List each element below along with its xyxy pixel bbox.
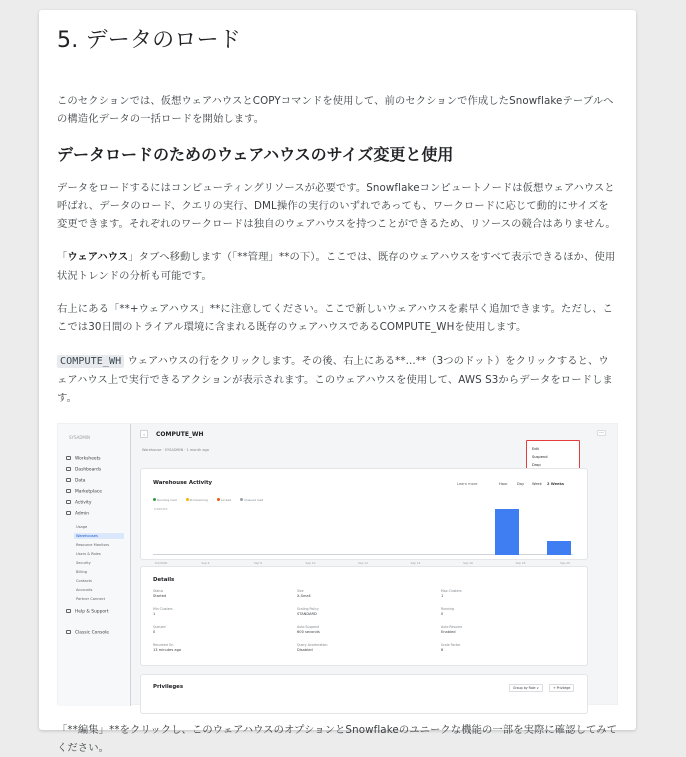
admin-users-roles: Users & Roles [76, 551, 101, 556]
more-actions-icon: ··· [597, 430, 606, 436]
dashboards-icon [66, 467, 71, 471]
page-title: 5. データのロード [57, 28, 241, 53]
marketplace-icon [66, 489, 71, 493]
warehouse-meta: Warehouse · SYSADMIN · 1 month ago [142, 447, 209, 452]
nav-admin: Admin [66, 511, 89, 518]
chart-x-tick: Sep 12 [358, 560, 368, 565]
nav-dashboards: Dashboards [66, 467, 101, 474]
legend-dot-locked [217, 498, 220, 501]
admin-contacts: Contacts [76, 578, 92, 583]
detail-value: 0 [153, 629, 156, 634]
chart-x-tick: Sep 16 [463, 560, 473, 565]
detail-value: 600 seconds [297, 629, 320, 634]
detail-label: Min Clusters [153, 606, 173, 611]
detail-value: Disabled [297, 647, 313, 652]
data-icon [66, 478, 71, 482]
range-hour: Hour [499, 481, 508, 486]
activity-icon [66, 500, 71, 504]
detail-value: X-Small [297, 593, 311, 598]
admin-warehouses: Warehouses [74, 533, 124, 539]
range-week: Week [532, 481, 542, 486]
nav-data: Data [66, 478, 85, 485]
detail-label: Scale Factor [441, 642, 461, 647]
detail-label: Queued [153, 624, 166, 629]
chart-x-tick: 0.0/0000 [154, 560, 168, 565]
edit-paragraph: 「**編集」**をクリックし、このウェアハウスのオプションとSnowflakeのユニークな機能の一部を実際に確認してみてください。 [57, 723, 618, 754]
screenshot-main [138, 424, 612, 706]
detail-label: Resumed On [153, 642, 174, 647]
section-subheading: データロードのためのウェアハウスのサイズ変更と使用 [57, 144, 454, 164]
account-selector: SYSADMIN [69, 434, 91, 440]
range-day: Day [517, 481, 525, 486]
legend-running: Running load [153, 498, 181, 502]
add-warehouse-paragraph: 右上にある「**+ウェアハウス」**に注意してください。ここで新しいウェアハウスを素早く追加できます。ただし、ここでは30日間のトライアル環境に含まれる既存のウェアハウスであるCOMPUTE_WHを使用します。 [57, 303, 614, 334]
menu-suspend: Suspend [532, 454, 548, 459]
details-panel [140, 566, 588, 666]
detail-value: STANDARD [297, 611, 317, 616]
detail-label: Auto Resume [441, 624, 463, 629]
nav-activity: Activity [66, 500, 91, 507]
add-privilege-button: + Privilege [549, 684, 574, 692]
back-icon: ‹ [140, 430, 148, 438]
chart-x-tick: Sep 8 [254, 560, 262, 565]
chart-x-tick: Sep 6 [201, 560, 210, 565]
admin-accounts: Accounts [76, 587, 93, 592]
compute-wh-paragraph: COMPUTE_WH ウェアハウスの行をクリックします。その後、右上にある**...**（3つのドット）をクリックすると、ウェアハウス上で実行できるアクションが表示されます。このウェアハウスを使用して、AWS S3からデータをロードします。 [57, 354, 613, 405]
admin-partner-connect: Partner Connect [76, 596, 106, 601]
detail-value: Started [153, 593, 167, 598]
detail-value: 8 [441, 647, 444, 652]
content-card [39, 10, 636, 754]
legend-dot-provisioning [186, 498, 189, 501]
detail-label: Scaling Policy [297, 606, 319, 611]
chart-y-tick: 0.000433 [154, 506, 168, 511]
chart-bar [547, 541, 571, 555]
nav-help: Help & Support [66, 609, 109, 616]
admin-usage: Usage [76, 524, 88, 529]
nav-marketplace: Marketplace [66, 489, 102, 496]
details-title: Details [153, 576, 175, 583]
admin-icon [66, 511, 71, 515]
warehouse-tab-paragraph: 「ウェアハウス」タブへ移動します（「**管理」**の下）。ここでは、既存のウェアハウスをすべて表示できるほか、使用状況トレンドの分析も可能です。 [57, 251, 616, 282]
group-by-role-select: Group by Role ∨ [509, 684, 543, 692]
detail-label: Running [441, 606, 455, 611]
compute-wh-code: COMPUTE_WH [57, 355, 124, 368]
chart-x-tick: Sep 20 [560, 560, 570, 565]
detail-value: Enabled [441, 629, 456, 634]
range-2weeks: 2 Weeks [547, 481, 564, 486]
detail-value: 1 [441, 593, 444, 598]
legend-dot-queued [240, 498, 243, 501]
legend-queued: Queued load [240, 498, 267, 502]
detail-label: Auto Suspend [297, 624, 320, 629]
chart-x-tick: Sep 10 [305, 560, 316, 565]
sidebar-divider [130, 424, 131, 706]
admin-security: Security [76, 560, 91, 565]
detail-value: 13 minutes ago [153, 647, 182, 652]
worksheets-icon [66, 456, 71, 460]
learn-more-link: Learn more [457, 481, 478, 486]
chart-bar [495, 509, 519, 555]
detail-value: 1 [153, 611, 156, 616]
warehouse-tab-bold: ウェアハウス [67, 251, 129, 264]
chart-x-tick: Sep 14 [410, 560, 421, 565]
privileges-title: Privileges [153, 683, 184, 690]
activity-panel [140, 468, 588, 565]
activity-title: Warehouse Activity [153, 479, 213, 486]
privileges-panel [140, 674, 588, 714]
activity-chart [153, 505, 573, 569]
detail-label: Query Acceleration [297, 642, 328, 647]
detail-value: 0 [441, 611, 444, 616]
admin-resource-monitors: Resource Monitors [76, 542, 110, 547]
menu-drop: Drop [532, 462, 541, 467]
warehouse-screenshot [57, 423, 618, 705]
help-icon [66, 609, 71, 613]
intro-paragraph: このセクションでは、仮想ウェアハウスとCOPYコマンドを使用して、前のセクションで作成したSnowflakeテーブルへの構造化データの一括ロードを開始します。 [57, 95, 614, 126]
chart-legend [153, 498, 271, 502]
legend-provisioning: Provisioning [186, 498, 212, 502]
legend-locked: Locked [217, 498, 235, 502]
detail-label: Status [153, 588, 164, 593]
nav-classic-console: Classic Console [66, 630, 109, 637]
warehouse-title: COMPUTE_WH [156, 430, 204, 438]
menu-edit: Edit [532, 446, 539, 451]
detail-label: Max Clusters [441, 588, 462, 593]
admin-billing: Billing [76, 569, 88, 574]
compute-paragraph: データをロードするにはコンピューティングリソースが必要です。Snowflakeコンピュートノードは仮想ウェアハウスと呼ばれ、データのロード、クエリの実行、DML操作の実行のいずれであっても、ワークロードに応じて動的にサイズを変更できます。それぞれのワークロードは独自のウェアハウスを持つことができるため、リソースの競合はありません。 [57, 181, 616, 231]
external-link-icon [66, 630, 71, 634]
chart-x-tick: Sep 18 [515, 560, 526, 565]
detail-label: Size [297, 588, 304, 593]
legend-dot-running [153, 498, 156, 501]
nav-worksheets: Worksheets [66, 456, 101, 463]
screenshot-sidebar [58, 424, 130, 706]
